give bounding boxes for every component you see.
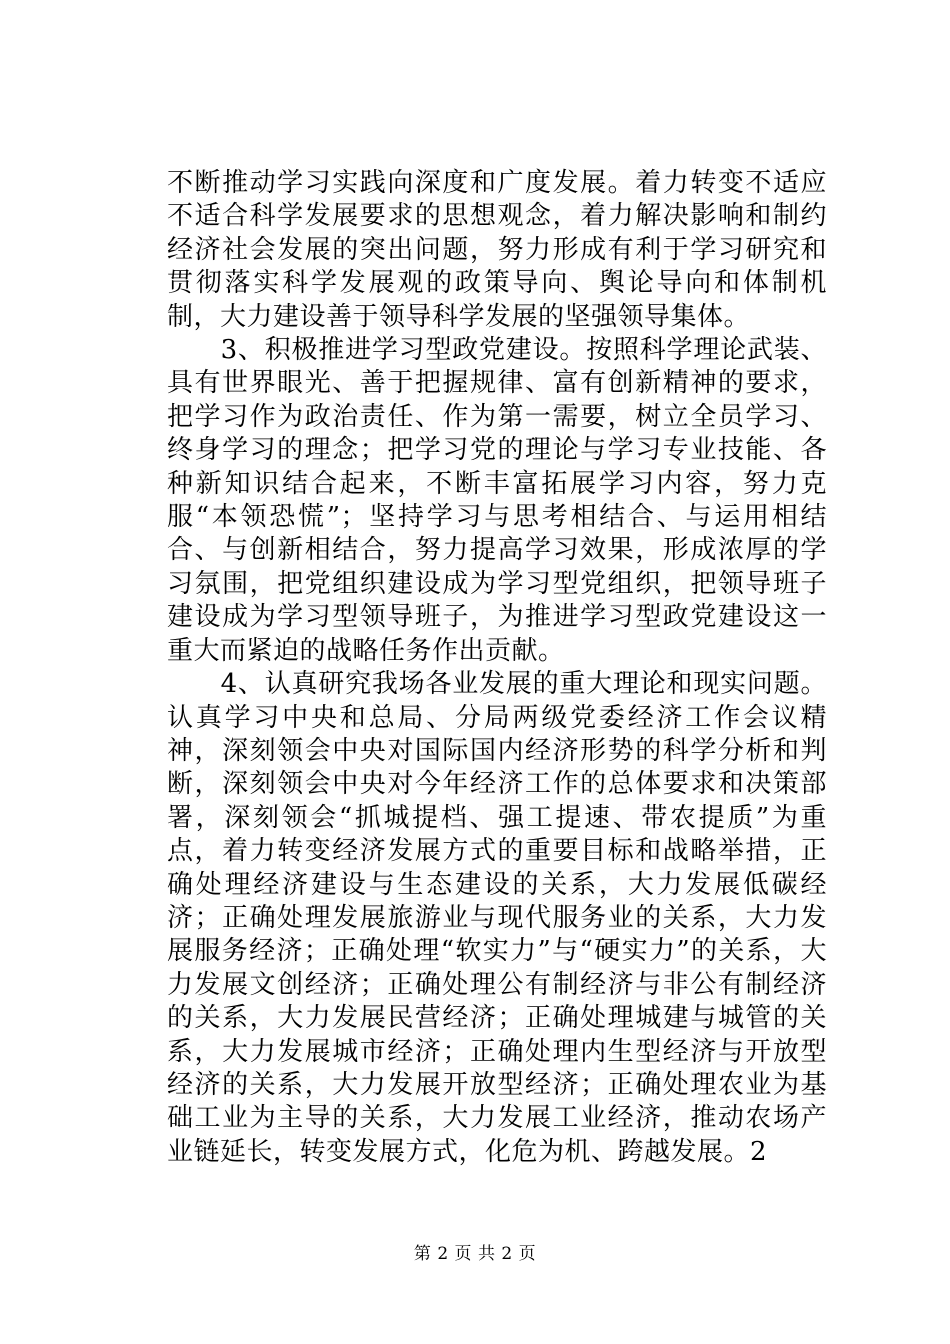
paragraph-item-3: 3、积极推进学习型政党建设。按照科学理论武装、具有世界眼光、善于把握规律、富有创新精神的要求，把学习作为政治责任、作为第一需要，树立全员学习、终身学习的理念；把学习党的理论与学习专业技能、各种新知识结合起来，不断丰富拓展学习内容，努力克服“本领恐慌”；坚持学习与思考相结合、与运用相结合、与创新相结合，努力提高学习效果，形成浓厚的学习氛围，把党组织建设成为学习型党组织，把领导班子建设成为学习型领导班子，为推进学习型政党建设这一重大而紧迫的战略任务作出贡献。: [167, 335, 827, 666]
document-body: [167, 167, 827, 1169]
page-footer: 第 2 页 共 2 页: [413, 1244, 537, 1264]
paragraph-item-4: 4、认真研究我场各业发展的重大理论和现实问题。认真学习中央和总局、分局两级党委经济工作会议精神，深刻领会中央对国际国内经济形势的科学分析和判断，深刻领会中央对今年经济工作的总体要求和决策部署，深刻领会“抓城提档、强工提速、带农提质”为重点，着力转变经济发展方式的重要目标和战略举措，正确处理经济建设与生态建设的关系，大力发展低碳经济；正确处理发展旅游业与现代服务业的关系，大力发展服务经济；正确处理“软实力”与“硬实力”的关系，大力发展文创经济；正确处理公有制经济与非公有制经济的关系，大力发展民营经济；正确处理城建与城管的关系，大力发展城市经济；正确处理内生型经济与开放型经济的关系，大力发展开放型经济；正确处理农业为基础工业为主导的关系，大力发展工业经济，推动农场产业链延长，转变发展方式，化危为机、跨越发展。2: [167, 669, 827, 1167]
paragraph-continuation: 不断推动学习实践向深度和广度发展。着力转变不适应不适合科学发展要求的思想观念，着力解决影响和制约经济社会发展的突出问题，努力形成有利于学习研究和贯彻落实科学发展观的政策导向、舆论导向和体制机制，大力建设善于领导科学发展的坚强领导集体。: [167, 168, 827, 332]
